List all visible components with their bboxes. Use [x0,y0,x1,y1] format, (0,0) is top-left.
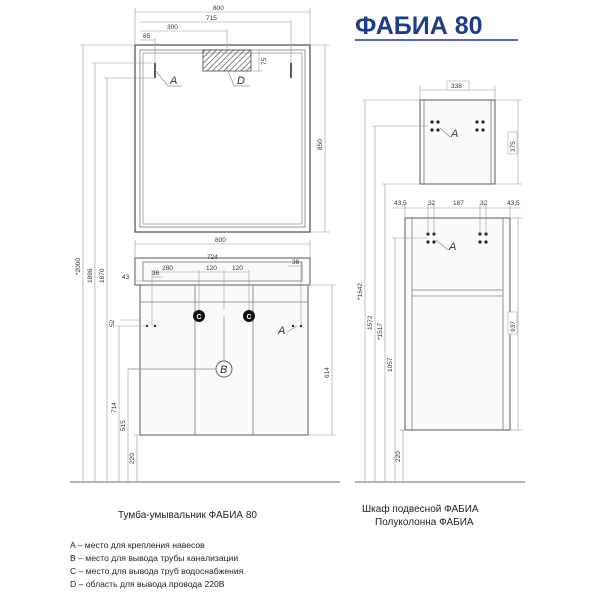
mirror-dim-85: 85 [143,33,151,40]
area-d-hatch [203,50,251,71]
legend-item-d: D – область для вывода провода 220В [70,579,225,589]
half-column-dim-32-right: 32 [480,200,488,207]
cabinet-label-a: A [278,325,286,337]
mirror-width-label: 800 [213,5,224,12]
height-1642: *1642 [357,283,364,300]
height-1572: 1572 [367,315,374,330]
wall-cabinet [420,100,495,184]
half-column-dim-43-5-left: 43,5 [394,200,407,207]
legend-item-a: A – место для крепления навесов [70,540,205,550]
cabinet-dim-120-a: 120 [206,265,217,272]
mirror-dim-715: 715 [206,15,217,22]
mirror-height-850: 850 [317,139,324,150]
cabinet-height-614: 614 [324,367,331,378]
height-714: 714 [111,402,118,413]
cabinet-dim-280: 280 [162,265,173,272]
svg-text:C: C [246,314,252,321]
height-220-right: 220 [395,451,402,462]
cabinet-dim-120-b: 120 [232,265,243,272]
mirror-inner-frame [140,50,305,227]
side-units-drawing [355,81,525,482]
mirror-drawing [135,5,330,232]
half-column-dim-187: 187 [453,200,464,207]
height-1870: 1870 [99,268,106,283]
cabinet-dim-36-right: 36 [292,259,300,266]
cabinet-dim-43: 43 [122,274,130,281]
product-title: ФАБИА 80 [355,12,483,40]
legend-item-c: C – место для вывода труб водоснабжения [70,566,244,576]
legend [70,540,244,589]
height-2000: *2000 [75,258,82,275]
cabinet-width-label: 800 [215,237,226,244]
mirror-glass [143,53,302,224]
half-column-label-a: A [449,241,457,253]
cabinet-dim-724: 724 [207,254,218,261]
height-1896: 1896 [87,268,94,283]
caption-cabinet: Тумба-умывальник ФАБИА 80 [118,510,257,521]
svg-text:C: C [196,314,202,321]
legend-item-b: B – место для вывода трубы канализации [70,553,239,563]
mirror-frame [135,45,310,232]
mirror-label-a: A [170,75,178,87]
cabinet-dim-52: 52 [109,319,116,327]
height-220: 220 [129,453,136,464]
caption-wall-cabinet: Шкаф подвесной ФАБИА [362,504,479,515]
wall-cabinet-width-338: 338 [451,83,462,90]
cabinet-label-b: B [220,364,228,376]
height-1057: 1057 [387,357,394,372]
cabinet-drawing [70,45,340,482]
mirror-a-leader [155,70,168,86]
wall-cabinet-height-375: 375 [510,141,517,152]
half-column-dim-43-5-right: 43,5 [507,200,520,207]
cabinet-dim-36-left: 36 [152,270,160,277]
mirror-label-d: D [237,75,245,87]
wall-cabinet-label-a: A [451,128,459,140]
mirror-dim-300: 300 [167,24,178,31]
height-515: 515 [120,420,127,431]
height-1517: *1517 [377,323,384,340]
area-d-height: 75 [261,57,268,65]
half-column-dim-32-left: 32 [428,200,436,207]
half-column [405,218,510,430]
caption-half-column: Полуколонна ФАБИА [375,517,474,528]
half-column-height-937: 937 [510,321,517,332]
